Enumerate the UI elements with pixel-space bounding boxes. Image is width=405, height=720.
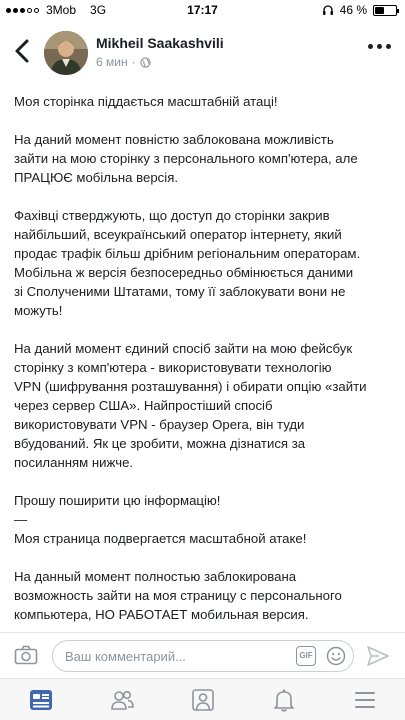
headphones-icon — [322, 4, 334, 16]
send-icon[interactable] — [366, 645, 390, 667]
friends-icon — [109, 687, 135, 713]
globe-icon — [140, 57, 151, 68]
post-paragraph: На даний момент повністю заблокована можливість зайти на мою сторінку з персонального комп'ютера, але ПРАЦЮЄ мобільна версія. — [14, 132, 358, 185]
emoji-icon[interactable] — [326, 646, 346, 666]
comment-bar — [0, 632, 405, 678]
camera-icon[interactable] — [14, 645, 38, 665]
more-options-icon[interactable] — [368, 44, 391, 49]
tab-profile[interactable] — [162, 679, 243, 720]
menu-icon — [352, 687, 378, 713]
tab-notifications[interactable] — [243, 679, 324, 720]
gif-button[interactable]: GIF — [296, 646, 316, 666]
news-feed-icon — [28, 687, 54, 713]
avatar[interactable] — [44, 31, 88, 75]
post-paragraph: На даний момент єдиний спосіб зайти на мою фейсбук сторінку з комп'ютера - використовувати технологію VPN (шифрування розташування) і обирати опцію «зайти через сервер США». Найпростіший спосіб використовувати VPN - браузер Opera, він туди вбудований. Як це зробити, можна дізнатися за посиланням нижче. — [14, 341, 367, 470]
battery-icon — [373, 5, 397, 16]
network-type: 3G — [90, 3, 107, 17]
status-time: 17:17 — [187, 3, 218, 17]
status-right — [322, 3, 397, 17]
back-arrow-icon[interactable] — [12, 38, 34, 64]
profile-icon — [190, 687, 216, 713]
bell-icon — [271, 687, 297, 713]
post-paragraph: Фахівці стверджують, що доступ до сторінки закрив найбільший, всеукраїнський оператор інтернету, який продає трафік більш дрібним регіональним операторам. Мобільна ж версія безпосередньо обмінюється даними зі Сполученими Штатами, тому її заблокувати вони не можуть! — [14, 208, 361, 318]
battery-percent: 46 % — [339, 3, 367, 17]
post-paragraph: Моя сторінка піддається масштабній атаці! — [14, 94, 278, 109]
battery-fill — [375, 7, 384, 14]
avatar-image — [44, 31, 88, 75]
post-paragraph: Прошу поширити цю інформацію! — Моя страница подвергается масштабной атаке! — [14, 493, 307, 546]
post-meta: 6 мин · — [96, 55, 151, 69]
post-paragraph: На данный момент полностью заблокирована возможность зайти на моя страницу с персонального компьютера, НО РАБОТАЕТ мобильная версия. — [14, 569, 342, 622]
post-author[interactable]: Mikheil Saakashvili — [96, 35, 224, 51]
post-body — [14, 92, 396, 632]
tab-friends[interactable] — [81, 679, 162, 720]
carrier-name: 3Mob — [46, 3, 77, 17]
post-time: 6 мин — [96, 55, 128, 69]
post-header — [0, 24, 405, 80]
tab-news-feed[interactable] — [0, 679, 81, 720]
status-bar — [0, 0, 405, 20]
tab-menu[interactable] — [324, 679, 405, 720]
tab-bar — [0, 678, 405, 720]
